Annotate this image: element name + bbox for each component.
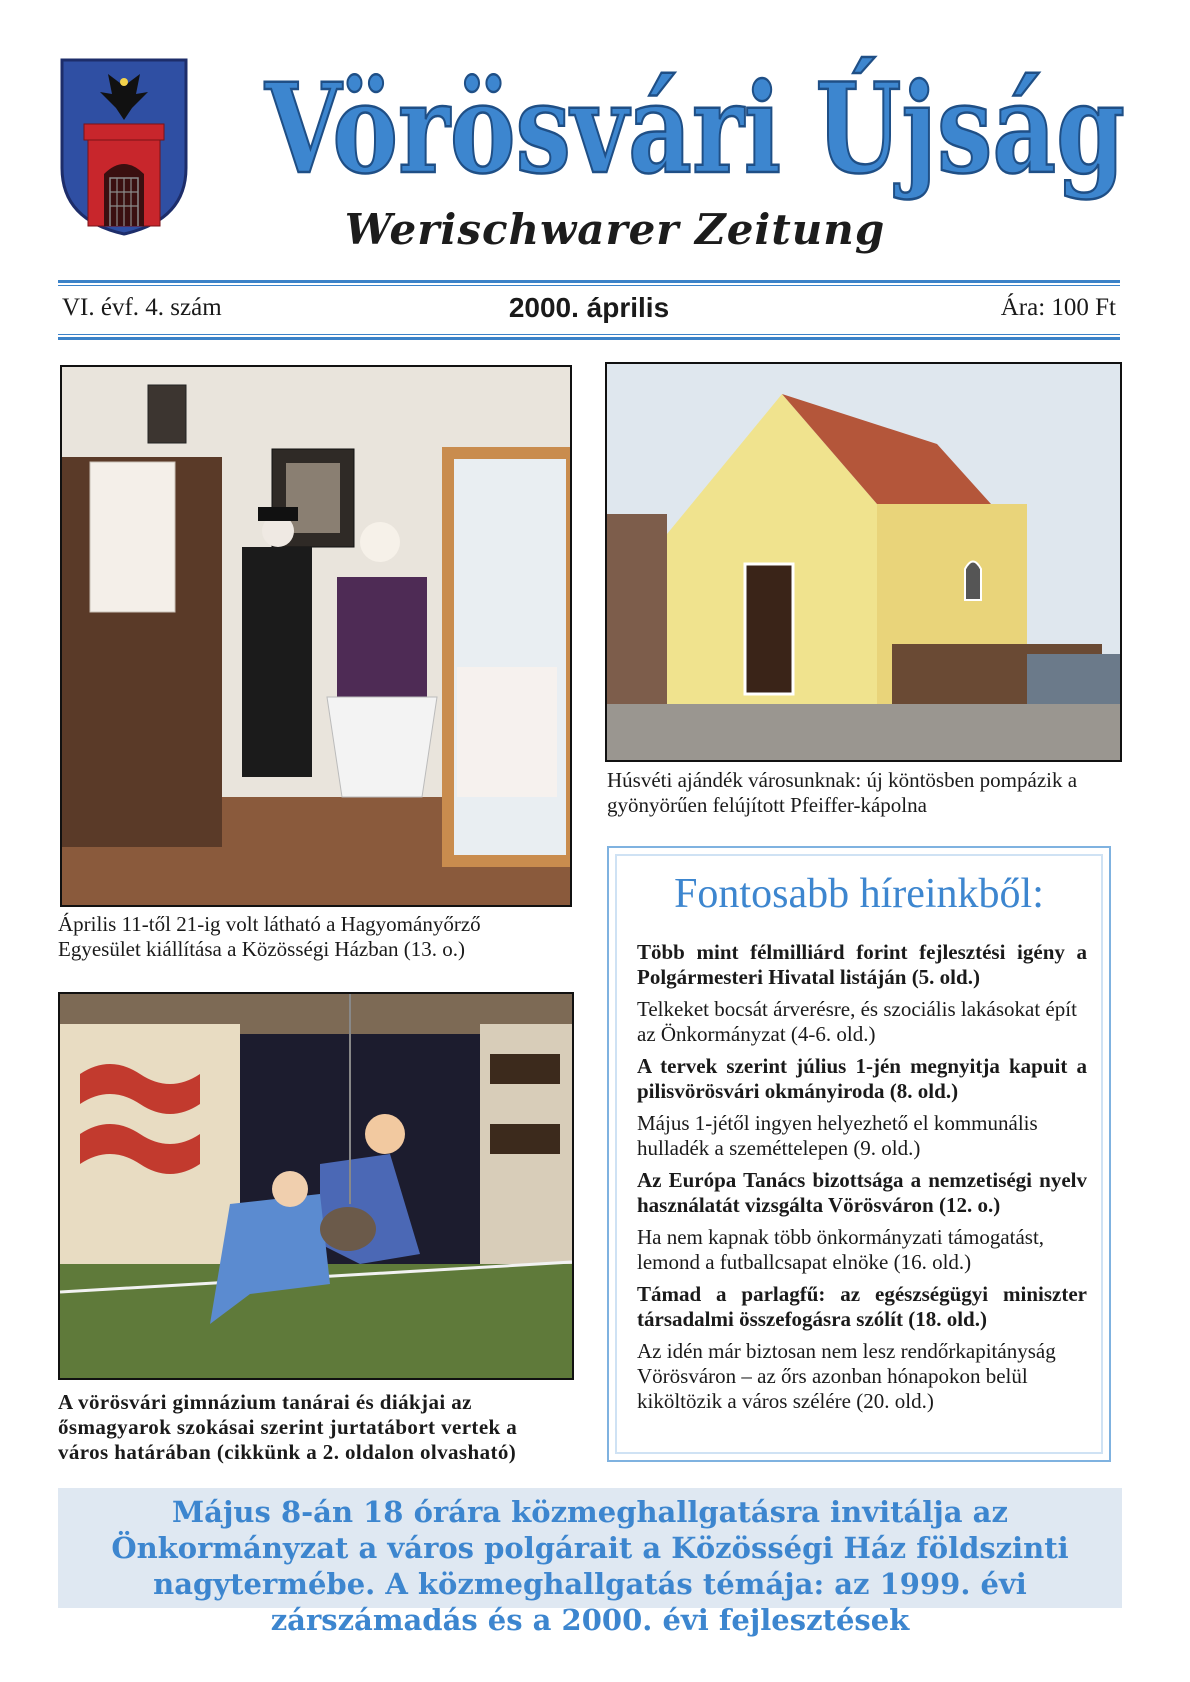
news-item: Május 1-jétől ingyen helyezhető el kommunális hulladék a szeméttelepen (9. old.) [637, 1111, 1038, 1160]
news-item: Az idén már biztosan nem lesz rendőrkapitányság Vörösváron – az őrs azonban hónapokon belül kiköltözik a város szélére (20. old.) [637, 1339, 1056, 1413]
issue-date: 2000. április [508, 292, 670, 323]
news-item: Több mint félmilliárd forint fejlesztési igény a Polgármesteri Hivatal listáján (5. old.) [637, 940, 1087, 989]
top-rule-thin [58, 285, 1120, 286]
chapel-photo-caption: Húsvéti ajándék városunknak: új köntösben pompázik a gyönyörűen felújított Pfeiffer-kápolna [607, 768, 1078, 817]
pfeiffer-chapel-photo [605, 362, 1122, 762]
bottom-rule [58, 337, 1120, 340]
coat-of-arms-logo [58, 56, 190, 238]
museum-photo-caption: Április 11-től 21-ig volt látható a Hagyományőrző Egyesület kiállítása a Közösségi Házban (13. o.) [58, 912, 481, 961]
issue-volume-number: VI. évf. 4. szám [62, 294, 222, 321]
public-hearing-banner [58, 1488, 1122, 1637]
camp-photo-caption: A vörösvári gimnázium tanárai és diákjai az ősmagyarok szokásai szerint jurtatábort vertek a város határában (cikkünk a 2. oldalon olvasható) [58, 1390, 518, 1464]
news-highlights-box [607, 846, 1111, 1462]
masthead-subtitle: Werischwarer Zeitung [344, 205, 886, 254]
news-item: A tervek szerint július 1-jén megnyitja kapuit a pilisvörösvári okmányiroda (8. old.) [637, 1054, 1087, 1103]
news-item: Az Európa Tanács bizottsága a nemzetiségi nyelv használatát vizsgálta Vörösváron (12. o.) [637, 1168, 1087, 1217]
news-item: Támad a parlagfű: az egészségügyi miniszter társadalmi összefogásra szólít (18. old.) [637, 1282, 1087, 1331]
news-item: Ha nem kapnak több önkormányzati támogatást, lemond a futballcsapat elnöke (16. old.) [637, 1225, 1045, 1274]
top-rule [58, 280, 1120, 283]
yurt-camp-photo [58, 992, 574, 1380]
svg-text:Vörösvári Újság: Vörösvári Újság [264, 57, 1126, 202]
news-list [637, 940, 1087, 1421]
bottom-rule-thin [58, 334, 1120, 335]
issue-bar [58, 294, 1120, 328]
news-heading: Fontosabb híreinkből: [674, 871, 1044, 917]
museum-exhibition-photo [60, 365, 572, 907]
issue-price: Ára: 100 Ft [1000, 294, 1116, 321]
banner-text: Május 8-án 18 órára közmeghallgatásra invitálja az Önkormányzat a város polgárait a Közösségi Ház földszinti nagytermébe. A közmeghallgatás témája: az 1999. évi zárszámadás és a 2000. évi fejlesztések [111, 1495, 1069, 1637]
news-item: Telkeket bocsát árverésre, és szociális lakásokat épít az Önkormányzat (4-6. old.) [637, 997, 1077, 1046]
masthead-title [250, 44, 1140, 214]
